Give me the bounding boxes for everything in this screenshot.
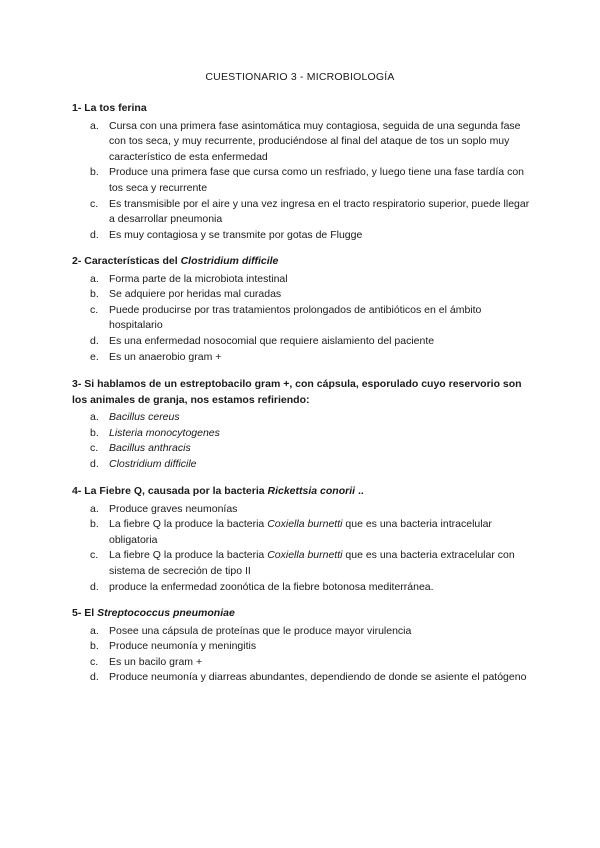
italic-term: Bacillus cereus bbox=[109, 411, 180, 424]
answer-option bbox=[72, 334, 532, 350]
option-marker: c. bbox=[90, 549, 99, 562]
option-marker: d. bbox=[90, 228, 99, 241]
option-marker: e. bbox=[90, 350, 99, 363]
text-run: Produce graves neumonías bbox=[109, 502, 238, 515]
answer-option bbox=[72, 670, 532, 686]
text-run: La fiebre Q la produce la bacteria bbox=[109, 518, 268, 531]
italic-term: Listeria monocytogenes bbox=[109, 426, 220, 439]
text-run: 2- Características del bbox=[72, 255, 181, 267]
text-run: Es muy contagiosa y se transmite por gotas de Flugge bbox=[109, 228, 363, 241]
italic-term: Bacillus anthracis bbox=[109, 442, 191, 455]
option-marker: b. bbox=[90, 288, 99, 301]
page-title: CUESTIONARIO 3 - MICROBIOLOGÍA bbox=[205, 71, 395, 83]
answer-option bbox=[72, 165, 532, 196]
answer-option bbox=[72, 655, 532, 671]
option-marker: b. bbox=[90, 166, 99, 179]
answer-option bbox=[72, 639, 532, 655]
question-5 bbox=[72, 606, 532, 686]
option-marker: a. bbox=[90, 502, 99, 515]
option-marker: c. bbox=[90, 655, 99, 668]
answer-option bbox=[72, 624, 532, 640]
text-run: que es una bacteria extracelular con sistema de secreción de tipo II bbox=[109, 549, 515, 577]
question-heading bbox=[72, 606, 532, 622]
text-run: produce la enfermedad zoonótica de la fiebre botonosa mediterránea. bbox=[109, 580, 434, 593]
italic-term: Clostridium difficile bbox=[109, 457, 197, 470]
italic-term: Rickettsia conorii bbox=[267, 485, 356, 497]
option-marker: b. bbox=[90, 426, 99, 439]
answer-option bbox=[72, 410, 532, 426]
option-list bbox=[72, 502, 532, 596]
text-run: Forma parte de la microbiota intestinal bbox=[109, 272, 288, 285]
text-run: Es un bacilo gram + bbox=[109, 655, 203, 668]
option-marker: b. bbox=[90, 518, 99, 531]
answer-option bbox=[72, 197, 532, 228]
option-marker: d. bbox=[90, 671, 99, 684]
text-run: 3- Si hablamos de un estreptobacilo gram +, con cápsula, esporulado cuyo reservorio son los animales de granja, nos estamos refiriendo: bbox=[72, 378, 522, 406]
answer-option bbox=[72, 426, 532, 442]
question-heading bbox=[72, 254, 532, 270]
question-1 bbox=[72, 101, 532, 243]
text-run: Es transmisible por el aire y una vez ingresa en el tracto respiratorio superior, puede llegar a desarrollar pneumonia bbox=[109, 197, 530, 226]
text-run: Produce una primera fase que cursa como un resfriado, y luego tiene una fase tardía con tos seca y recurrente bbox=[109, 166, 524, 194]
answer-option bbox=[72, 548, 532, 579]
text-run: Se adquiere por heridas mal curadas bbox=[109, 288, 282, 301]
answer-option bbox=[72, 287, 532, 303]
option-list bbox=[72, 410, 532, 472]
option-marker: c. bbox=[90, 197, 99, 210]
text-run: Cursa con una primera fase asintomática muy contagiosa, seguida de una segunda fase con tos seca, y muy recurrente, produciéndose al final del ataque de tos un soplo muy característico de esta enfermedad bbox=[109, 119, 521, 163]
text-run: 1- La tos ferina bbox=[72, 102, 147, 114]
option-list bbox=[72, 272, 532, 366]
option-marker: d. bbox=[90, 457, 99, 470]
question-3 bbox=[72, 377, 532, 473]
text-run: Produce neumonía y diarreas abundantes, dependiendo de donde se asiente el patógeno bbox=[109, 671, 527, 684]
answer-option bbox=[72, 119, 532, 166]
option-list bbox=[72, 624, 532, 686]
text-run: que es una bacteria intracelular obligatoria bbox=[109, 518, 492, 546]
option-marker: d. bbox=[90, 334, 99, 347]
answer-option bbox=[72, 502, 532, 518]
answer-option bbox=[72, 272, 532, 288]
question-heading bbox=[72, 101, 532, 117]
answer-option bbox=[72, 350, 532, 366]
answer-option bbox=[72, 228, 532, 244]
italic-term: Coxiella burnetti bbox=[267, 518, 343, 531]
text-run: 4- La Fiebre Q, causada por la bacteria bbox=[72, 485, 268, 497]
answer-option bbox=[72, 517, 532, 548]
question-4 bbox=[72, 484, 532, 595]
text-run: Puede producirse por tras tratamientos prolongados de antibióticos en el ámbito hospitalario bbox=[109, 303, 482, 332]
answer-option bbox=[72, 457, 532, 473]
option-list bbox=[72, 119, 532, 244]
option-marker: a. bbox=[90, 272, 99, 285]
italic-term: Clostridium difficile bbox=[180, 255, 279, 267]
option-marker: a. bbox=[90, 411, 99, 424]
italic-term: Streptococcus pneumoniae bbox=[97, 607, 235, 619]
text-run: Posee una cápsula de proteínas que le produce mayor virulencia bbox=[109, 624, 412, 637]
answer-option bbox=[72, 441, 532, 457]
text-run: Produce neumonía y meningitis bbox=[109, 640, 257, 653]
text-run: 5- El bbox=[72, 607, 98, 619]
question-heading bbox=[72, 484, 532, 500]
question-2 bbox=[72, 254, 532, 365]
option-marker: c. bbox=[90, 442, 99, 455]
answer-option bbox=[72, 580, 532, 596]
text-run: Es una enfermedad nosocomial que requiere aislamiento del paciente bbox=[109, 334, 435, 347]
text-run: .. bbox=[355, 485, 364, 497]
text-run: La fiebre Q la produce la bacteria bbox=[109, 549, 268, 562]
option-marker: a. bbox=[90, 119, 99, 132]
text-run: Es un anaerobio gram + bbox=[109, 350, 222, 363]
question-heading bbox=[72, 377, 532, 408]
italic-term: Coxiella burnetti bbox=[267, 549, 343, 562]
option-marker: d. bbox=[90, 580, 99, 593]
option-marker: c. bbox=[90, 303, 99, 316]
option-marker: a. bbox=[90, 624, 99, 637]
option-marker: b. bbox=[90, 640, 99, 653]
answer-option bbox=[72, 303, 532, 334]
